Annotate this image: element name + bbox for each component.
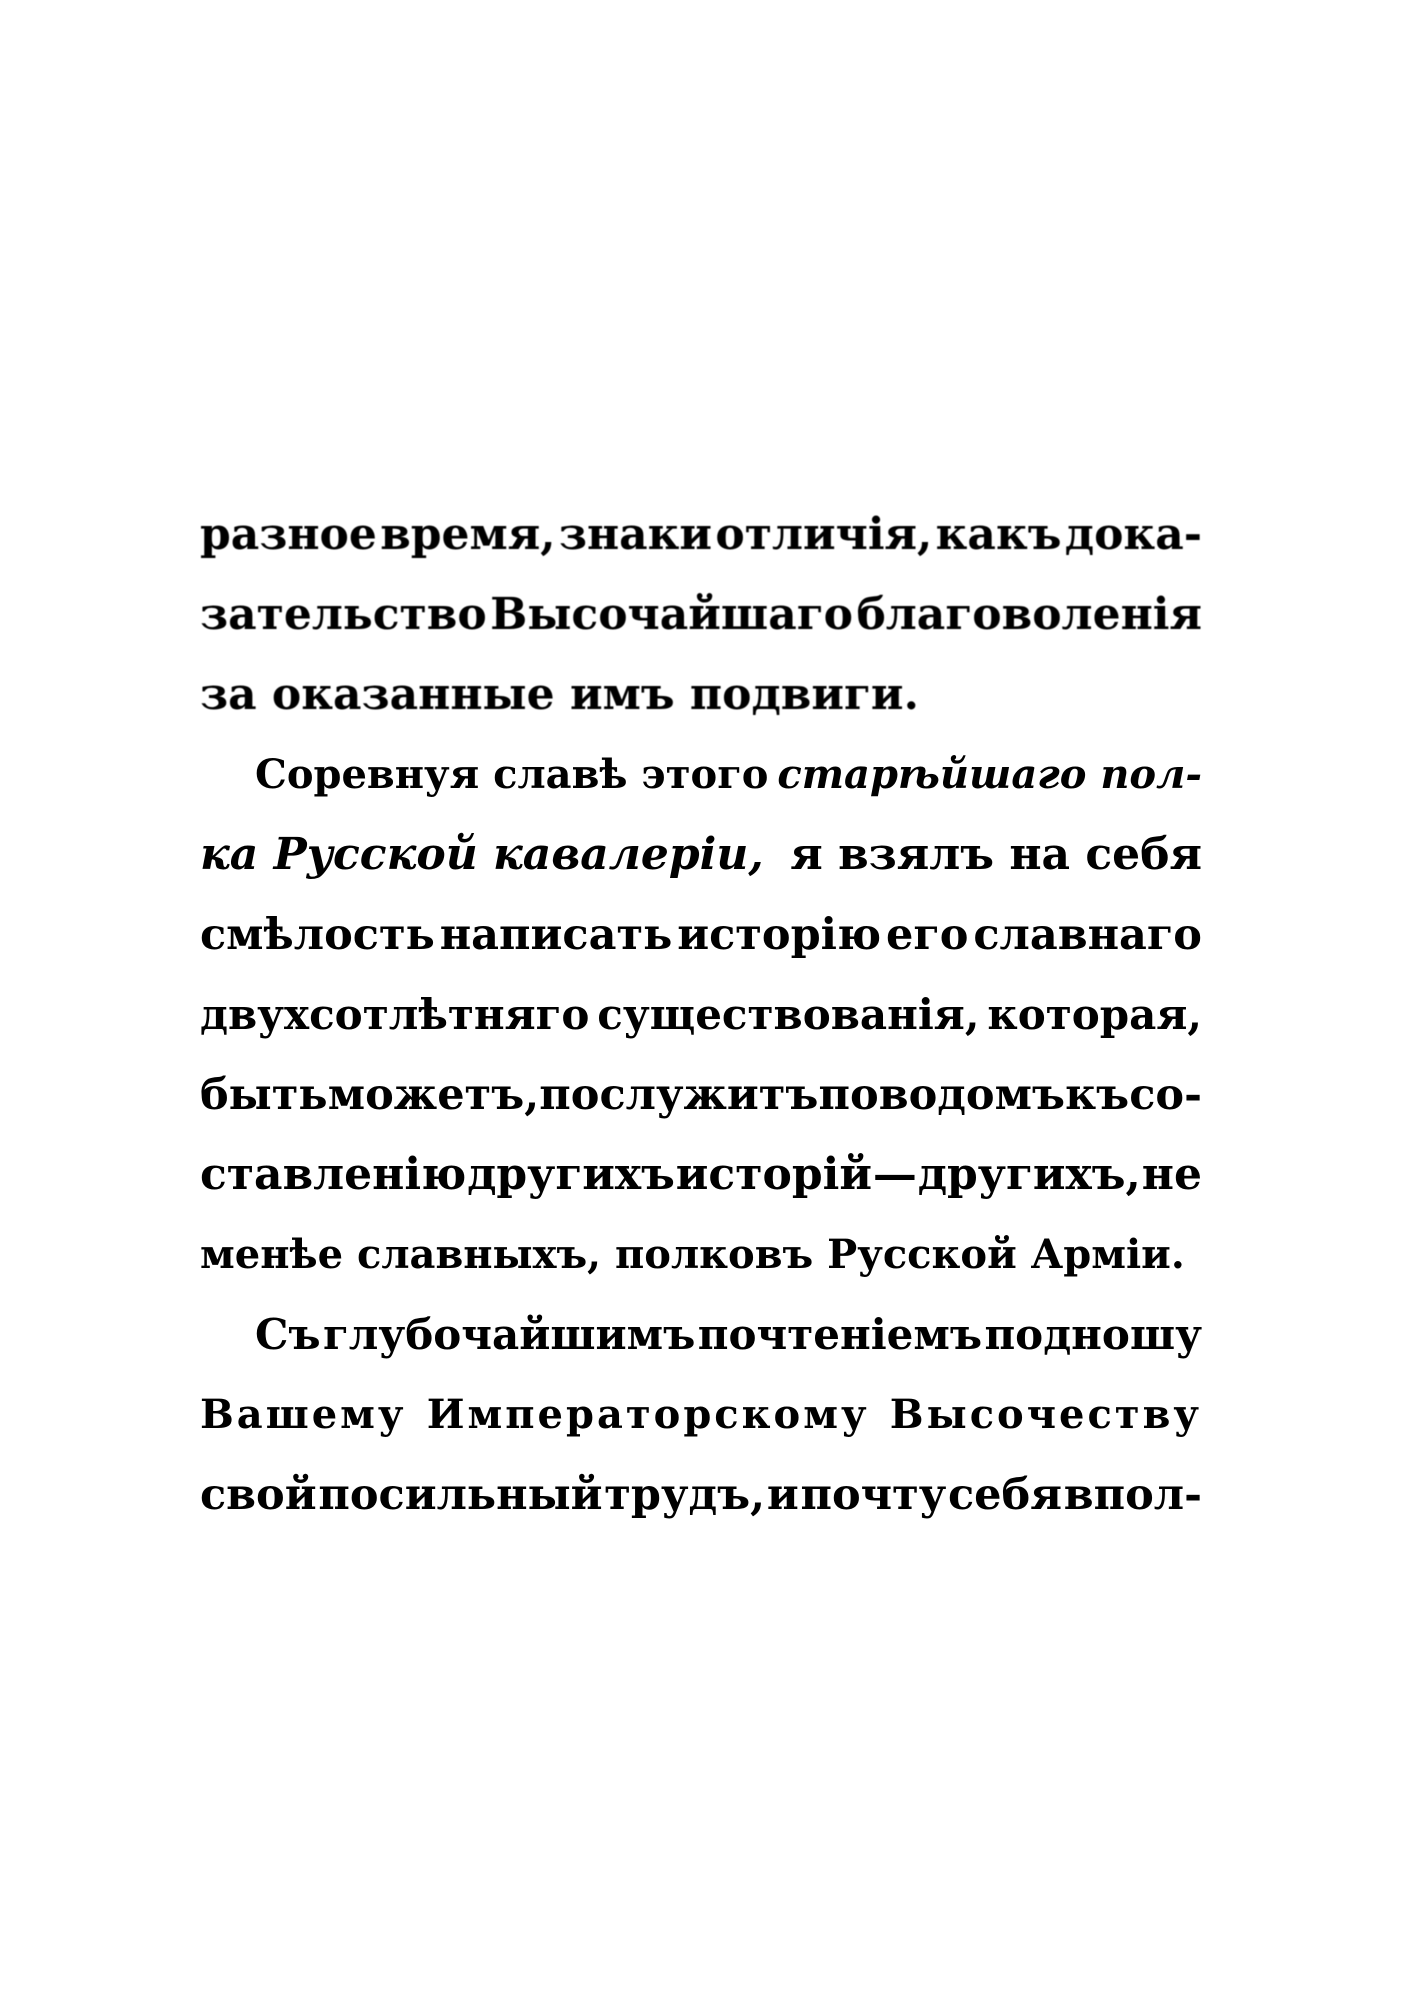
text-line bbox=[200, 895, 1202, 975]
line-text-word: Высочайшаго bbox=[490, 589, 854, 640]
line-text-word: исторій bbox=[675, 1149, 872, 1200]
line-text-word: быть bbox=[200, 1070, 328, 1120]
line-text-word: себя bbox=[948, 1470, 1062, 1520]
line-text: я взялъ на себя bbox=[790, 829, 1202, 880]
line-text-word: — bbox=[872, 1149, 917, 1200]
line-text-word: подношу bbox=[984, 1310, 1202, 1359]
line-text-word: ставленію bbox=[200, 1149, 467, 1200]
line-text-word: исторію bbox=[677, 910, 882, 960]
line-text-word: дока- bbox=[1064, 509, 1202, 560]
line-text-word: время, bbox=[380, 509, 556, 560]
line-text: за оказанные имъ подвиги. bbox=[200, 669, 919, 720]
line-text-word: Императорскому bbox=[426, 1391, 870, 1438]
line-text-word: какъ bbox=[935, 509, 1062, 560]
line-text-word: другихъ, bbox=[917, 1149, 1141, 1200]
line-text-word: посильный bbox=[318, 1470, 603, 1520]
line-text-word: можетъ, bbox=[327, 1070, 540, 1120]
line-text: менѣе славныхъ, полковъ Русской Арміи. bbox=[200, 1231, 1185, 1278]
line-text-italic: старѣйшаго пол- bbox=[777, 751, 1202, 798]
line-text-word: смѣлость bbox=[200, 910, 435, 960]
text-line bbox=[200, 1055, 1202, 1135]
line-text-word: почтеніемъ bbox=[697, 1310, 983, 1359]
line-text-word: почту bbox=[800, 1470, 947, 1520]
line-text-word: знаки bbox=[558, 509, 713, 560]
line-text-word: не bbox=[1141, 1149, 1202, 1200]
text-line bbox=[200, 815, 1202, 895]
line-text-word: трудъ, bbox=[604, 1470, 766, 1520]
line-text-italic: ка Русской кавалеріи, bbox=[200, 829, 764, 880]
line-text-word: двухсотлѣтняго bbox=[200, 990, 590, 1039]
line-text-word: глубочайшимъ bbox=[323, 1310, 696, 1359]
line-text-word: благоволенія bbox=[856, 589, 1202, 640]
line-text-word: со- bbox=[1129, 1070, 1202, 1120]
text-line bbox=[200, 975, 1202, 1055]
text-line bbox=[200, 655, 1202, 735]
line-text-word: послужитъ bbox=[539, 1070, 819, 1120]
text-line bbox=[200, 735, 1202, 815]
text-line bbox=[200, 575, 1202, 655]
text-line bbox=[200, 495, 1202, 575]
line-text: Соревнуя славѣ этого bbox=[255, 751, 769, 798]
line-text-word: Съ bbox=[255, 1310, 321, 1359]
line-text-word: свой bbox=[200, 1470, 317, 1520]
line-text-word: поводомъ bbox=[818, 1070, 1065, 1120]
line-text-word: Высочеству bbox=[889, 1391, 1202, 1438]
line-text-word: зательство bbox=[200, 589, 487, 640]
line-text-word: другихъ bbox=[467, 1149, 675, 1200]
line-text-word: отличія, bbox=[715, 509, 933, 560]
line-text-word: славнаго bbox=[973, 910, 1202, 960]
line-text-word: существованія, bbox=[597, 990, 980, 1039]
text-line bbox=[200, 1135, 1202, 1215]
line-text-word: его bbox=[886, 910, 969, 960]
page-text bbox=[200, 495, 1202, 1535]
line-text-word: разное bbox=[200, 509, 377, 560]
text-line bbox=[200, 1455, 1202, 1535]
line-text-word: которая, bbox=[987, 990, 1202, 1039]
line-text-word: къ bbox=[1065, 1070, 1130, 1120]
text-line-small-caps bbox=[200, 1375, 1202, 1455]
line-text-word: и bbox=[766, 1470, 799, 1520]
line-text-word: Вашему bbox=[200, 1391, 407, 1438]
text-line bbox=[200, 1215, 1202, 1295]
text-line bbox=[200, 1295, 1202, 1375]
line-text-word: впол- bbox=[1063, 1470, 1202, 1520]
line-text-word: написать bbox=[439, 910, 673, 960]
